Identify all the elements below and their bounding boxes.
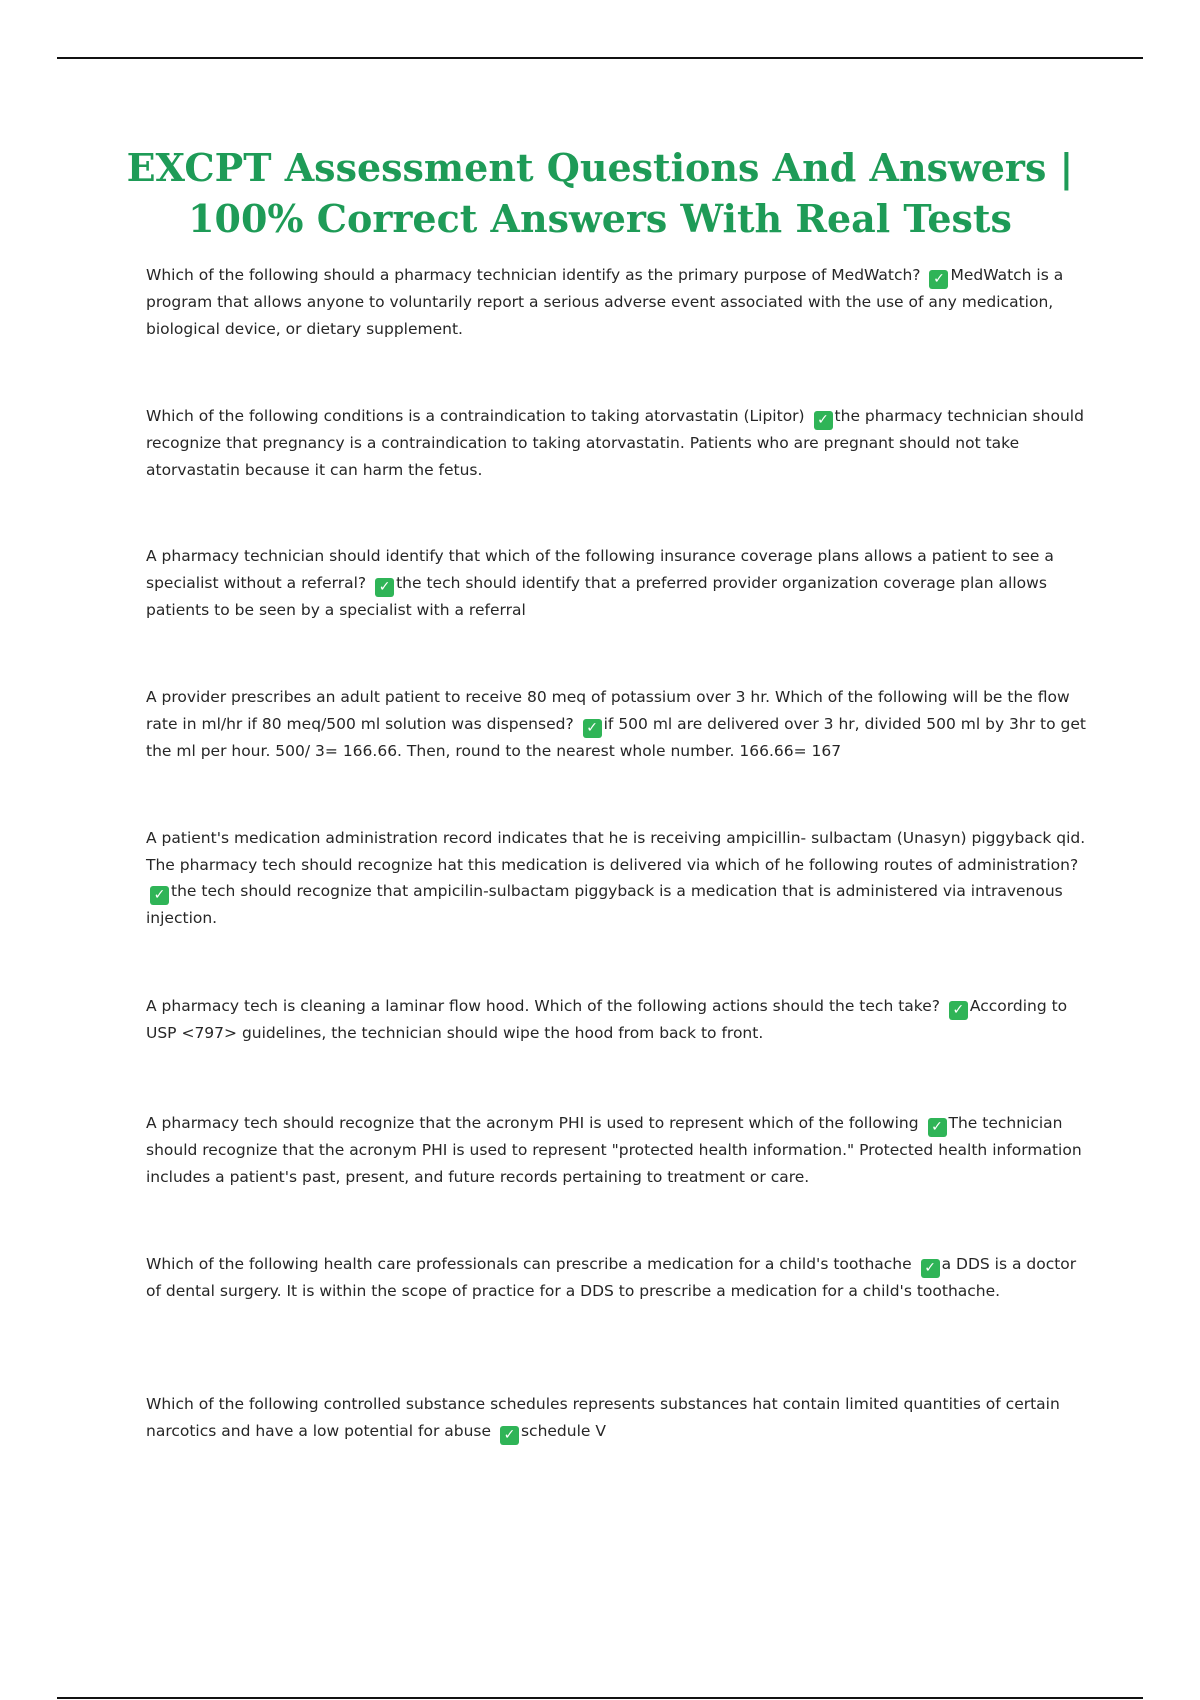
checkmark-icon: ✓ xyxy=(375,578,394,597)
question-text: Which of the following health care professionals can prescribe a medication for a child's toothache xyxy=(146,1255,912,1273)
question-text: A pharmacy tech should recognize that the acronym PHI is used to represent which of the following xyxy=(146,1114,919,1132)
checkmark-icon: ✓ xyxy=(500,1426,519,1445)
qa-item xyxy=(146,1251,1096,1305)
question-text: A patient's medication administration record indicates that he is receiving ampicillin- sulbactam (Unasyn) piggyback qid. The pharmacy tech should recognize hat this medication is delivered via which of he following routes of administration? xyxy=(146,829,1086,874)
question-text: Which of the following conditions is a contraindication to taking atorvastatin (Lipitor) xyxy=(146,407,805,425)
question-text: A provider prescribes an adult patient to receive 80 meq of potassium over 3 hr. Which of the following will be the flow rate in ml/hr if 80 meq/500 ml solution was dispensed? xyxy=(146,688,1070,733)
answer-text: schedule V xyxy=(520,1421,606,1440)
qa-item xyxy=(146,825,1096,932)
answer-text: the tech should recognize that ampicilin-sulbactam piggyback is a medication that is administered via intravenous injection. xyxy=(146,882,1063,927)
question-text: A pharmacy tech is cleaning a laminar flow hood. Which of the following actions should the tech take? xyxy=(146,997,940,1015)
qa-item xyxy=(146,1391,1096,1445)
answer-text: The technician should recognize that the acronym PHI is used to represent "protected health information." Protected health information includes a patient's past, present, and future records pertaining to treatment or care. xyxy=(146,1114,1082,1186)
qa-item xyxy=(146,403,1096,483)
question-text: A pharmacy technician should identify that which of the following insurance coverage plans allows a patient to see a specialist without a referral? xyxy=(146,547,1054,592)
qa-item xyxy=(146,993,1096,1047)
checkmark-icon: ✓ xyxy=(929,270,948,289)
question-text: Which of the following controlled substance schedules represents substances hat contain limited quantities of certain narcotics and have a low potential for abuse xyxy=(146,1395,1060,1440)
qa-item xyxy=(146,262,1096,342)
qa-item xyxy=(146,684,1096,764)
question-text: Which of the following should a pharmacy technician identify as the primary purpose of MedWatch? xyxy=(146,266,921,284)
checkmark-icon: ✓ xyxy=(928,1118,947,1137)
bottom-divider xyxy=(57,1697,1143,1699)
top-divider xyxy=(57,57,1143,59)
answer-text: the pharmacy technician should recognize that pregnancy is a contraindication to taking atorvastatin. Patients who are pregnant should not take atorvastatin because it can harm the fetus. xyxy=(146,407,1084,479)
checkmark-icon: ✓ xyxy=(949,1001,968,1020)
answer-text: MedWatch is a program that allows anyone to voluntarily report a serious adverse event associated with the use of any medication, biological device, or dietary supplement. xyxy=(146,266,1064,338)
qa-item xyxy=(146,1110,1096,1190)
checkmark-icon: ✓ xyxy=(814,411,833,430)
answer-text: a DDS is a doctor of dental surgery. It is within the scope of practice for a DDS to prescribe a medication for a child's toothache. xyxy=(146,1255,1077,1300)
qa-item xyxy=(146,543,1096,623)
checkmark-icon: ✓ xyxy=(583,719,602,738)
document-title: EXCPT Assessment Questions And Answers | 100% Correct Answers With Real Tests xyxy=(126,145,1074,241)
checkmark-icon: ✓ xyxy=(921,1259,940,1278)
answer-text: if 500 ml are delivered over 3 hr, divided 500 ml by 3hr to get the ml per hour. 500/ 3= 166.66. Then, round to the nearest whole number. 166.66= 167 xyxy=(146,714,1086,760)
answer-text: the tech should identify that a preferred provider organization coverage plan allows patients to be seen by a specialist with a referral xyxy=(146,573,1047,619)
answer-text: According to USP <797> guidelines, the technician should wipe the hood from back to front. xyxy=(146,997,1068,1042)
checkmark-icon: ✓ xyxy=(150,886,169,905)
